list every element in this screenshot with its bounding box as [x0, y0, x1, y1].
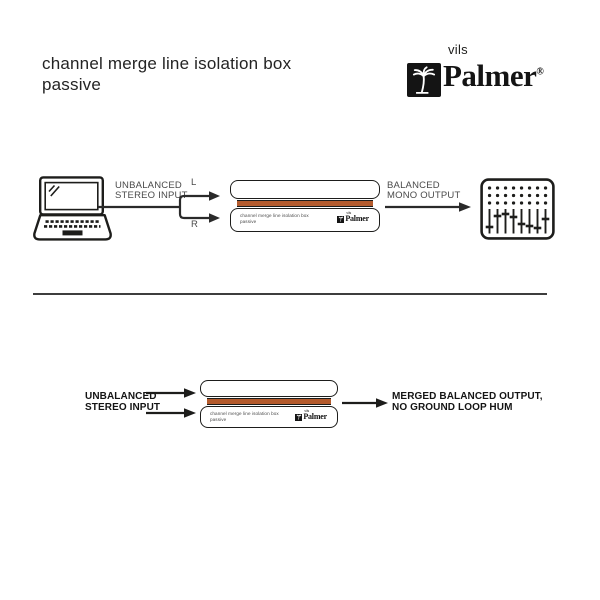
device-brand-logo: vils Palmer — [295, 410, 327, 422]
device-brand-logo: vils Palmer — [337, 212, 369, 224]
device-top-panel — [200, 380, 338, 397]
page-title-line1: channel merge line isolation box — [42, 54, 292, 73]
page-title — [42, 53, 291, 95]
bottom-input-label: UNBALANCED STEREO INPUT — [85, 391, 161, 413]
palm-tree-icon — [295, 414, 302, 421]
device-front-panel — [200, 406, 338, 428]
bottom-output-label: MERGED BALANCED OUTPUT, NO GROUND LOOP HUM — [392, 391, 543, 413]
page-title-line2: passive — [42, 75, 102, 94]
brand-subtext: vils — [448, 42, 468, 57]
device-orange-stripe — [207, 398, 331, 405]
bottom-input-arrow-right — [146, 407, 196, 419]
palm-tree-icon — [337, 216, 344, 223]
section-divider — [33, 293, 547, 295]
channel-left-label: L — [191, 177, 197, 188]
device-front-panel — [230, 208, 380, 232]
device-top-panel — [230, 180, 380, 199]
top-input-label: UNBALANCED STEREO INPUT — [115, 180, 188, 201]
palm-tree-icon — [407, 63, 441, 97]
device-orange-stripe — [237, 200, 373, 207]
mono-output-arrow — [385, 201, 471, 213]
top-output-label: BALANCED MONO OUTPUT — [387, 180, 461, 201]
registered-mark: ® — [536, 66, 544, 78]
isolation-box-device-top — [230, 180, 380, 232]
bottom-input-arrow-left — [146, 387, 196, 399]
device-label: channel merge line isolation box passive — [240, 213, 309, 224]
bottom-output-arrow — [342, 397, 388, 409]
device-label: channel merge line isolation box passive — [210, 411, 279, 422]
isolation-box-device-bottom — [200, 380, 338, 428]
mixer-icon — [480, 178, 555, 240]
channel-right-label: R — [191, 219, 198, 230]
brand-name: Palmer® — [443, 58, 544, 93]
stereo-split-arrows — [98, 188, 222, 228]
